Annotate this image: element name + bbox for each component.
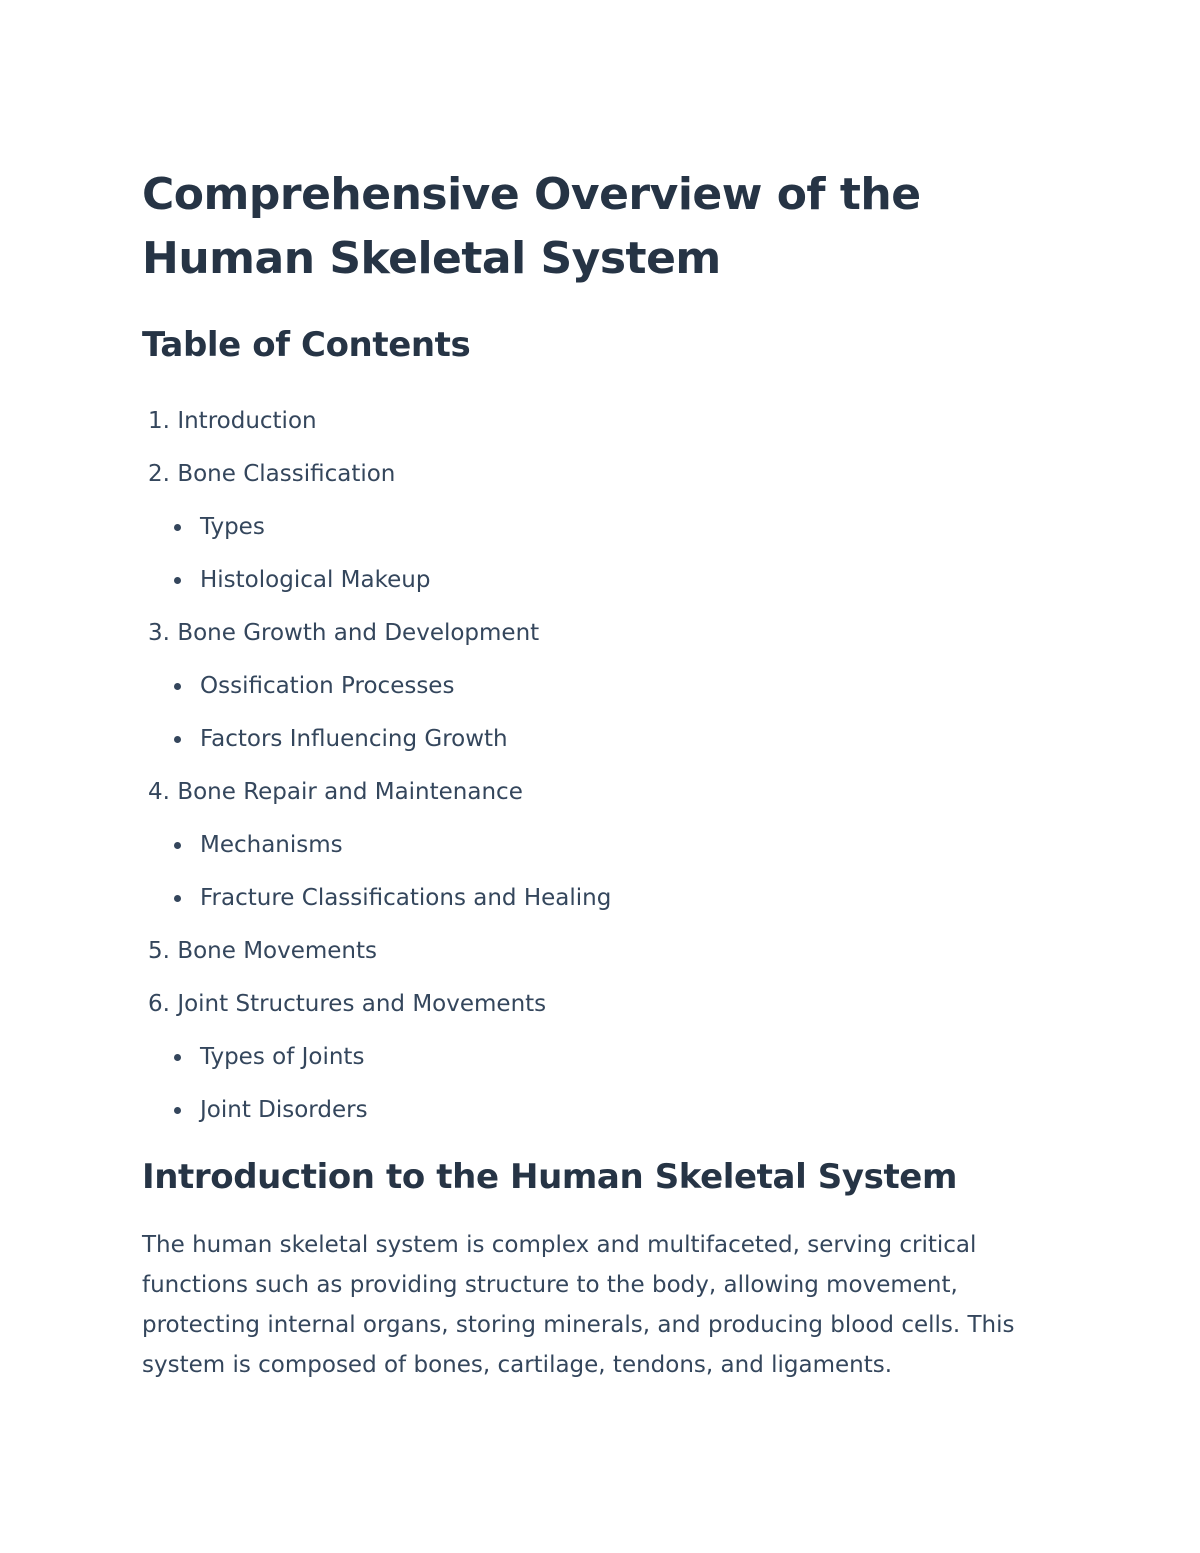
toc-item <box>142 607 1072 766</box>
toc-item-label: Joint Structures and Movements <box>177 991 547 1017</box>
toc-item-number: 4. <box>148 779 170 805</box>
toc-subitem <box>142 501 1072 554</box>
toc-item-label: Bone Movements <box>177 938 378 964</box>
bullet-icon <box>174 524 181 531</box>
toc-sublist <box>142 1031 1072 1137</box>
toc-subitem <box>142 1031 1072 1084</box>
bullet-icon <box>174 842 181 849</box>
toc-item-label: Introduction <box>177 408 317 434</box>
toc-subitem <box>142 554 1072 607</box>
bullet-icon <box>174 1107 181 1114</box>
bullet-icon <box>174 736 181 743</box>
bullet-icon <box>174 1054 181 1061</box>
toc-item-label: Bone Growth and Development <box>177 620 540 646</box>
document-page <box>142 163 1072 1385</box>
toc-item <box>142 925 1072 978</box>
bullet-icon <box>174 683 181 690</box>
toc-subitem-label: Joint Disorders <box>200 1097 368 1123</box>
toc-subitem <box>142 713 1072 766</box>
toc-sublist <box>142 660 1072 766</box>
toc-item-number: 3. <box>148 620 170 646</box>
toc-item-label: Bone Classification <box>177 461 396 487</box>
intro-paragraph: The human skeletal system is complex and multifaceted, serving critical functions such as providing structure to the body, allowing movement, protecting internal organs, storing minerals, and producing blood cells. This system is composed of bones, cartilage, tendons, and ligaments. <box>142 1232 1015 1378</box>
toc-item-number: 2. <box>148 461 170 487</box>
toc-subitem-label: Types of Joints <box>200 1044 365 1070</box>
toc-subitem <box>142 819 1072 872</box>
toc-sublist <box>142 501 1072 607</box>
toc-item <box>142 978 1072 1137</box>
toc-subitem-label: Mechanisms <box>200 832 343 858</box>
toc-item-label: Bone Repair and Maintenance <box>177 779 523 805</box>
toc-item <box>142 766 1072 925</box>
toc-subitem <box>142 1084 1072 1137</box>
intro-heading: Introduction to the Human Skeletal System <box>142 1157 957 1197</box>
toc-sublist <box>142 819 1072 925</box>
toc-subitem-label: Ossification Processes <box>200 673 455 699</box>
toc-item-number: 5. <box>148 938 170 964</box>
toc-subitem-label: Factors Influencing Growth <box>200 726 508 752</box>
toc-subitem <box>142 660 1072 713</box>
bullet-icon <box>174 895 181 902</box>
bullet-icon <box>174 577 181 584</box>
toc-subitem-label: Fracture Classifications and Healing <box>200 885 612 911</box>
toc-item <box>142 448 1072 607</box>
toc-item <box>142 395 1072 448</box>
toc-subitem <box>142 872 1072 925</box>
toc-subitem-label: Types <box>200 514 265 540</box>
toc-heading: Table of Contents <box>142 325 471 365</box>
document-title: Comprehensive Overview of the Human Skeletal System <box>142 169 921 284</box>
toc-item-number: 1. <box>148 408 170 434</box>
table-of-contents <box>142 395 1072 1137</box>
toc-subitem-label: Histological Makeup <box>200 567 431 593</box>
toc-item-number: 6. <box>148 991 170 1017</box>
